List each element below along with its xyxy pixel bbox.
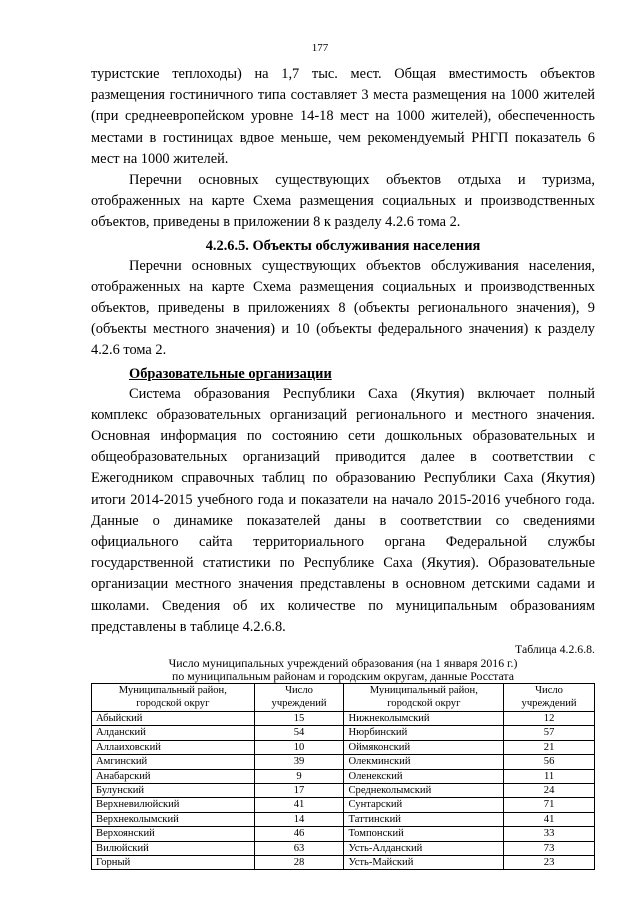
paragraph-1: туристские теплоходы) на 1,7 тыс. мест. Общая вместимость объектов размещения гостиничного типа составляет 3 места размещения на 1000 жителей (при среднеевропейском уровне 14-18 мест на 1000 жителей), обеспеченность местами в гостиницах вдвое меньше, чем рекомендуемый РНГП показатель 6 мест на 1000 жителей. bbox=[91, 66, 595, 167]
document-body bbox=[91, 64, 595, 870]
table-row bbox=[92, 812, 595, 826]
table-caption-line-1: Число муниципальных учреждений образования (на 1 января 2016 г.) bbox=[168, 656, 518, 671]
district-right-cell: Среднеколымский bbox=[344, 783, 504, 797]
district-right-cell: Таттинский bbox=[344, 812, 504, 826]
district-right-cell: Усть-Алданский bbox=[344, 841, 504, 855]
count-left-cell: 46 bbox=[254, 827, 344, 841]
paragraph-3: Перечни основных существующих объектов обслуживания населения, отображенных на карте Схема размещения социальных и производственных объектов, приведены в приложениях 8 (объекты регионального значения), 9 (объекты местного значения) и 10 (объекты федерального значения) к разделу 4.2.6 тома 2. bbox=[91, 257, 595, 359]
count-right-cell: 11 bbox=[504, 769, 595, 783]
count-left-cell: 15 bbox=[254, 711, 344, 725]
district-right-cell: Нижнеколымский bbox=[344, 711, 504, 725]
table-row bbox=[92, 783, 595, 797]
district-left-cell: Алданский bbox=[92, 726, 255, 740]
district-right-cell: Нюрбинский bbox=[344, 726, 504, 740]
table-row bbox=[92, 755, 595, 769]
count-right-cell: 23 bbox=[504, 855, 595, 869]
header-district-right: Муниципальный район, городской округ bbox=[344, 684, 504, 712]
count-left-cell: 14 bbox=[254, 812, 344, 826]
table-row bbox=[92, 740, 595, 754]
district-right-cell: Усть-Майский bbox=[344, 855, 504, 869]
count-left-cell: 39 bbox=[254, 755, 344, 769]
count-right-cell: 56 bbox=[504, 755, 595, 769]
table-label: Таблица 4.2.6.8. bbox=[515, 642, 595, 657]
count-left-cell: 17 bbox=[254, 783, 344, 797]
district-left-cell: Абыйский bbox=[92, 711, 255, 725]
count-left-cell: 63 bbox=[254, 841, 344, 855]
count-right-cell: 73 bbox=[504, 841, 595, 855]
district-left-cell: Верхнеколымский bbox=[92, 812, 255, 826]
district-left-cell: Булунский bbox=[92, 783, 255, 797]
district-left-cell: Амгинский bbox=[92, 755, 255, 769]
count-left-cell: 54 bbox=[254, 726, 344, 740]
district-left-cell: Горный bbox=[92, 855, 255, 869]
subsection-heading: Образовательные организации bbox=[129, 365, 332, 382]
header-count-left: Число учреждений bbox=[254, 684, 344, 712]
table-row bbox=[92, 827, 595, 841]
district-left-cell: Верхоянский bbox=[92, 827, 255, 841]
district-right-cell: Томпонский bbox=[344, 827, 504, 841]
table-row bbox=[92, 726, 595, 740]
district-left-cell: Верхневилюйский bbox=[92, 798, 255, 812]
table-row bbox=[92, 841, 595, 855]
count-right-cell: 12 bbox=[504, 711, 595, 725]
district-right-cell: Оленекский bbox=[344, 769, 504, 783]
count-left-cell: 41 bbox=[254, 798, 344, 812]
table-row bbox=[92, 798, 595, 812]
count-left-cell: 10 bbox=[254, 740, 344, 754]
section-heading: 4.2.6.5. Объекты обслуживания населения bbox=[205, 237, 481, 254]
count-right-cell: 21 bbox=[504, 740, 595, 754]
count-right-cell: 57 bbox=[504, 726, 595, 740]
paragraph-2: Перечни основных существующих объектов отдыха и туризма, отображенных на карте Схема размещения социальных и производственных объектов, приведены в приложении 8 к разделу 4.2.6 тома 2. bbox=[91, 172, 595, 231]
header-count-right: Число учреждений bbox=[504, 684, 595, 712]
table-caption-line-2: по муниципальным районам и городским округам, данные Росстата bbox=[172, 669, 514, 684]
district-left-cell: Вилюйский bbox=[92, 841, 255, 855]
count-right-cell: 33 bbox=[504, 827, 595, 841]
table-row bbox=[92, 769, 595, 783]
institutions-table bbox=[91, 683, 595, 870]
table-row bbox=[92, 711, 595, 725]
count-right-cell: 24 bbox=[504, 783, 595, 797]
count-right-cell: 41 bbox=[504, 812, 595, 826]
page-number: 177 bbox=[311, 42, 329, 54]
district-right-cell: Сунтарский bbox=[344, 798, 504, 812]
district-right-cell: Олекминский bbox=[344, 755, 504, 769]
count-left-cell: 9 bbox=[254, 769, 344, 783]
header-district-left: Муниципальный район, городской округ bbox=[92, 684, 255, 712]
table-row bbox=[92, 855, 595, 869]
district-right-cell: Оймяконский bbox=[344, 740, 504, 754]
count-left-cell: 28 bbox=[254, 855, 344, 869]
paragraph-4: Система образования Республики Саха (Якутия) включает полный комплекс образовательных организаций регионального и местного значения. Основная информация по состоянию сети дошкольных образовательных и общеобразовательных организаций приводится далее в соответствии с Ежегодником справочных таблиц по образованию Республики Саха (Якутия) итоги 2014-2015 учебного года и показатели на начало 2015-2016 учебного года. Данные о динамике показателей даны в соответствии со сведениями официального сайта территориального органа Федеральной службы государственной статистики по Республике Саха (Якутия). Образовательные организации местного значения представлены в основном детскими садами и школами. Сведения об их количестве по муниципальным образованиям представлены в таблице 4.2.6.8. bbox=[91, 385, 595, 635]
table-header-row bbox=[92, 684, 595, 712]
district-left-cell: Анабарский bbox=[92, 769, 255, 783]
district-left-cell: Аллаиховский bbox=[92, 740, 255, 754]
count-right-cell: 71 bbox=[504, 798, 595, 812]
table-body bbox=[92, 711, 595, 869]
